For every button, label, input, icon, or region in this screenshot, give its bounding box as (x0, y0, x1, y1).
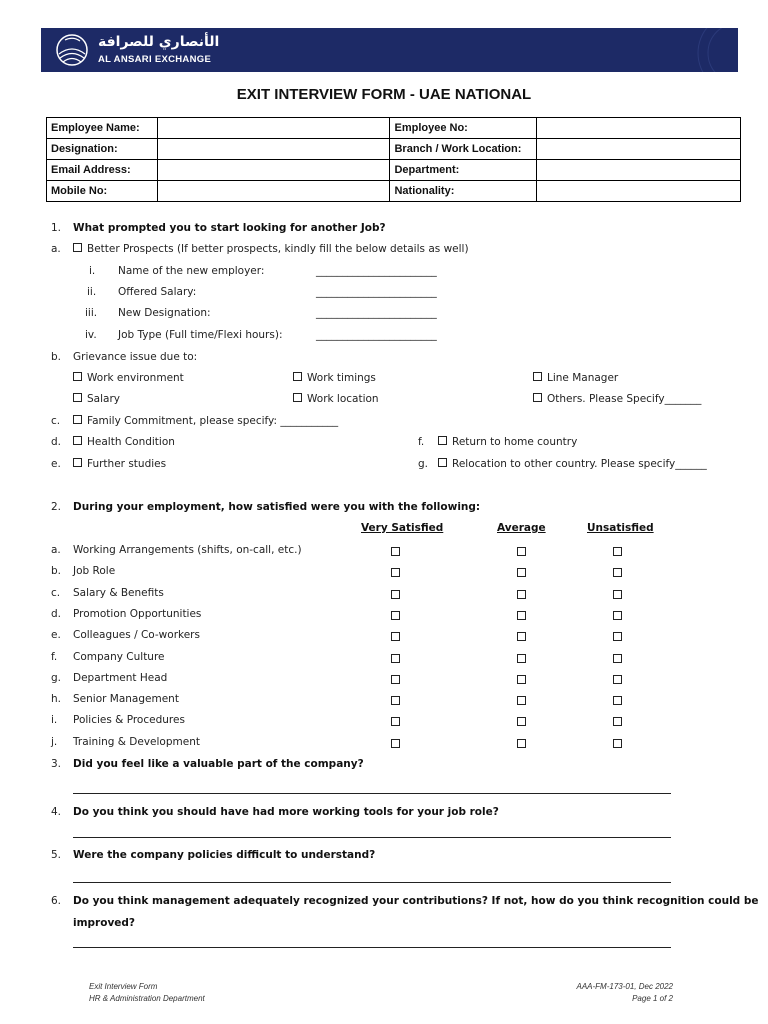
satisfaction-row-letter: a. (51, 544, 61, 556)
average-checkbox[interactable] (517, 696, 526, 705)
q3-text: Did you feel like a valuable part of the company? (73, 758, 364, 770)
q1a-sub-blank[interactable]: _______________________ (316, 265, 437, 277)
q3-number: 3. (51, 758, 62, 770)
table-row (47, 139, 741, 160)
email-label: Email Address: (47, 160, 158, 181)
option-health-condition[interactable]: Health Condition (73, 436, 175, 448)
satisfaction-row-letter: c. (51, 587, 61, 599)
employee-no-field[interactable] (537, 118, 741, 139)
q6-answer-line[interactable] (73, 947, 671, 948)
q1a-letter: a. (51, 243, 61, 255)
q1a-text: Better Prospects (If better prospects, kindly fill the below details as well) (87, 243, 469, 255)
designation-label: Designation: (47, 139, 158, 160)
q1a-sub-number: i. (89, 265, 96, 277)
header-banner (41, 28, 738, 72)
q2-number: 2. (51, 501, 62, 513)
q3-answer-line[interactable] (73, 793, 671, 794)
q1a-sub-number: iv. (85, 329, 97, 341)
q1a-sub-blank[interactable]: _______________________ (316, 329, 437, 341)
employee-name-label: Employee Name: (47, 118, 158, 139)
logo-arabic-text: الأنصاري للصرافة (98, 34, 220, 50)
employee-name-field[interactable] (157, 118, 390, 139)
q2-text: During your employment, how satisfied were you with the following: (73, 501, 481, 513)
q1d-letter: d. (51, 436, 62, 448)
checkbox[interactable] (293, 393, 302, 402)
very-satisfied-checkbox[interactable] (391, 547, 400, 556)
average-checkbox[interactable] (517, 632, 526, 641)
mobile-field[interactable] (157, 181, 390, 202)
q1-number: 1. (51, 222, 62, 234)
employee-no-label: Employee No: (390, 118, 537, 139)
q5-number: 5. (51, 849, 62, 861)
unsatisfied-checkbox[interactable] (613, 632, 622, 641)
nationality-field[interactable] (537, 181, 741, 202)
checkbox[interactable] (293, 372, 302, 381)
table-row (47, 118, 741, 139)
very-satisfied-checkbox[interactable] (391, 632, 400, 641)
q1a-sub-number: ii. (87, 286, 97, 298)
satisfaction-row-letter: b. (51, 565, 62, 577)
q1g-letter: g. (418, 458, 429, 470)
very-satisfied-checkbox[interactable] (391, 696, 400, 705)
mobile-label: Mobile No: (47, 181, 158, 202)
employee-info-table (46, 117, 741, 202)
q1b-text: Grievance issue due to: (73, 351, 198, 363)
page-title: EXIT INTERVIEW FORM - UAE NATIONAL (236, 86, 532, 103)
satisfaction-row-label: Senior Management (73, 693, 179, 705)
option-return-home[interactable]: Return to home country (438, 436, 577, 448)
unsatisfied-checkbox[interactable] (613, 568, 622, 577)
very-satisfied-checkbox[interactable] (391, 739, 400, 748)
unsatisfied-checkbox[interactable] (613, 547, 622, 556)
checkbox[interactable] (533, 372, 542, 381)
average-checkbox[interactable] (517, 717, 526, 726)
very-satisfied-checkbox[interactable] (391, 717, 400, 726)
satisfaction-row-letter: i. (51, 714, 58, 726)
unsatisfied-checkbox[interactable] (613, 739, 622, 748)
satisfaction-row-letter: f. (51, 651, 58, 663)
checkbox[interactable] (438, 458, 447, 467)
option-line-manager[interactable]: Line Manager (533, 372, 618, 384)
satisfaction-row-label: Job Role (73, 565, 116, 577)
department-label: Department: (390, 160, 537, 181)
very-satisfied-checkbox[interactable] (391, 568, 400, 577)
checkbox[interactable] (73, 372, 82, 381)
email-field[interactable] (157, 160, 390, 181)
department-field[interactable] (537, 160, 741, 181)
q1a-sub-blank[interactable]: _______________________ (316, 307, 437, 319)
q4-number: 4. (51, 806, 62, 818)
satisfaction-row-letter: h. (51, 693, 61, 705)
q4-text: Do you think you should have had more working tools for your job role? (73, 806, 499, 818)
checkbox[interactable] (73, 393, 82, 402)
satisfaction-row-letter: e. (51, 629, 61, 641)
very-satisfied-checkbox[interactable] (391, 654, 400, 663)
option-family-commitment[interactable]: Family Commitment, please specify: ___________ (73, 415, 338, 427)
satisfaction-row-label: Company Culture (73, 651, 165, 663)
logo-english-text: AL ANSARI EXCHANGE (98, 54, 212, 65)
q1e-letter: e. (51, 458, 61, 470)
checkbox[interactable] (73, 415, 82, 424)
average-checkbox[interactable] (517, 547, 526, 556)
unsatisfied-checkbox[interactable] (613, 696, 622, 705)
q1a-sub-label: Offered Salary: (118, 286, 197, 298)
q1c-letter: c. (51, 415, 61, 427)
q5-answer-line[interactable] (73, 882, 671, 883)
unsatisfied-checkbox[interactable] (613, 590, 622, 599)
q1a-option[interactable] (73, 243, 469, 255)
unsatisfied-checkbox[interactable] (613, 654, 622, 663)
checkbox[interactable] (73, 436, 82, 445)
footer-page-number: Page 1 of 2 (632, 994, 673, 1003)
option-further-studies[interactable]: Further studies (73, 458, 166, 470)
option-salary[interactable]: Salary (73, 393, 120, 405)
very-satisfied-checkbox[interactable] (391, 611, 400, 620)
satisfaction-row-label: Training & Development (73, 736, 200, 748)
satisfaction-row-label: Policies & Procedures (73, 714, 185, 726)
q6-text-continued: improved? (73, 917, 136, 929)
column-unsatisfied: Unsatisfied (587, 522, 654, 534)
satisfaction-row-letter: g. (51, 672, 62, 684)
unsatisfied-checkbox[interactable] (613, 675, 622, 684)
q1a-sub-label: Name of the new employer: (118, 265, 265, 277)
average-checkbox[interactable] (517, 590, 526, 599)
checkbox[interactable] (533, 393, 542, 402)
option-work-location[interactable]: Work location (293, 393, 379, 405)
average-checkbox[interactable] (517, 675, 526, 684)
q4-answer-line[interactable] (73, 837, 671, 838)
option-work-environment[interactable]: Work environment (73, 372, 184, 384)
footer-form-name: Exit Interview Form (89, 982, 158, 991)
unsatisfied-checkbox[interactable] (613, 717, 622, 726)
nationality-label: Nationality: (390, 181, 537, 202)
table-row (47, 160, 741, 181)
footer-form-code: AAA-FM-173-01, Dec 2022 (576, 982, 673, 991)
satisfaction-row-label: Working Arrangements (shifts, on-call, etc.) (73, 544, 302, 556)
q5-text: Were the company policies difficult to understand? (73, 849, 376, 861)
very-satisfied-checkbox[interactable] (391, 675, 400, 684)
option-others[interactable]: Others. Please Specify_______ (533, 393, 701, 405)
satisfaction-row-letter: j. (51, 736, 58, 748)
average-checkbox[interactable] (517, 739, 526, 748)
option-work-timings[interactable]: Work timings (293, 372, 376, 384)
decorative-arcs-icon (648, 28, 738, 72)
q1-text: What prompted you to start looking for another Job? (73, 222, 386, 234)
q1a-sub-label: Job Type (Full time/Flexi hours): (118, 329, 283, 341)
q6-text: Do you think management adequately recognized your contributions? If not, how do you think recognition could be (73, 895, 759, 907)
option-relocation[interactable]: Relocation to other country. Please specify______ (438, 458, 707, 470)
q6-number: 6. (51, 895, 62, 907)
footer-department: HR & Administration Department (89, 994, 205, 1003)
table-row (47, 181, 741, 202)
branch-field[interactable] (537, 139, 741, 160)
satisfaction-row-letter: d. (51, 608, 62, 620)
designation-field[interactable] (157, 139, 390, 160)
average-checkbox[interactable] (517, 654, 526, 663)
satisfaction-row-label: Salary & Benefits (73, 587, 164, 599)
satisfaction-row-label: Department Head (73, 672, 168, 684)
q1f-letter: f. (418, 436, 425, 448)
average-checkbox[interactable] (517, 568, 526, 577)
q1a-sub-blank[interactable]: _______________________ (316, 286, 437, 298)
unsatisfied-checkbox[interactable] (613, 611, 622, 620)
q1b-letter: b. (51, 351, 62, 363)
column-very-satisfied: Very Satisfied (361, 522, 444, 534)
average-checkbox[interactable] (517, 611, 526, 620)
branch-label: Branch / Work Location: (390, 139, 537, 160)
checkbox[interactable] (73, 458, 82, 467)
satisfaction-row-label: Promotion Opportunities (73, 608, 202, 620)
globe-logo-icon (53, 32, 91, 68)
checkbox[interactable] (73, 243, 82, 252)
column-average: Average (497, 522, 546, 534)
q1a-sub-label: New Designation: (118, 307, 211, 319)
checkbox[interactable] (438, 436, 447, 445)
very-satisfied-checkbox[interactable] (391, 590, 400, 599)
satisfaction-row-label: Colleagues / Co-workers (73, 629, 200, 641)
q1a-sub-number: iii. (85, 307, 98, 319)
